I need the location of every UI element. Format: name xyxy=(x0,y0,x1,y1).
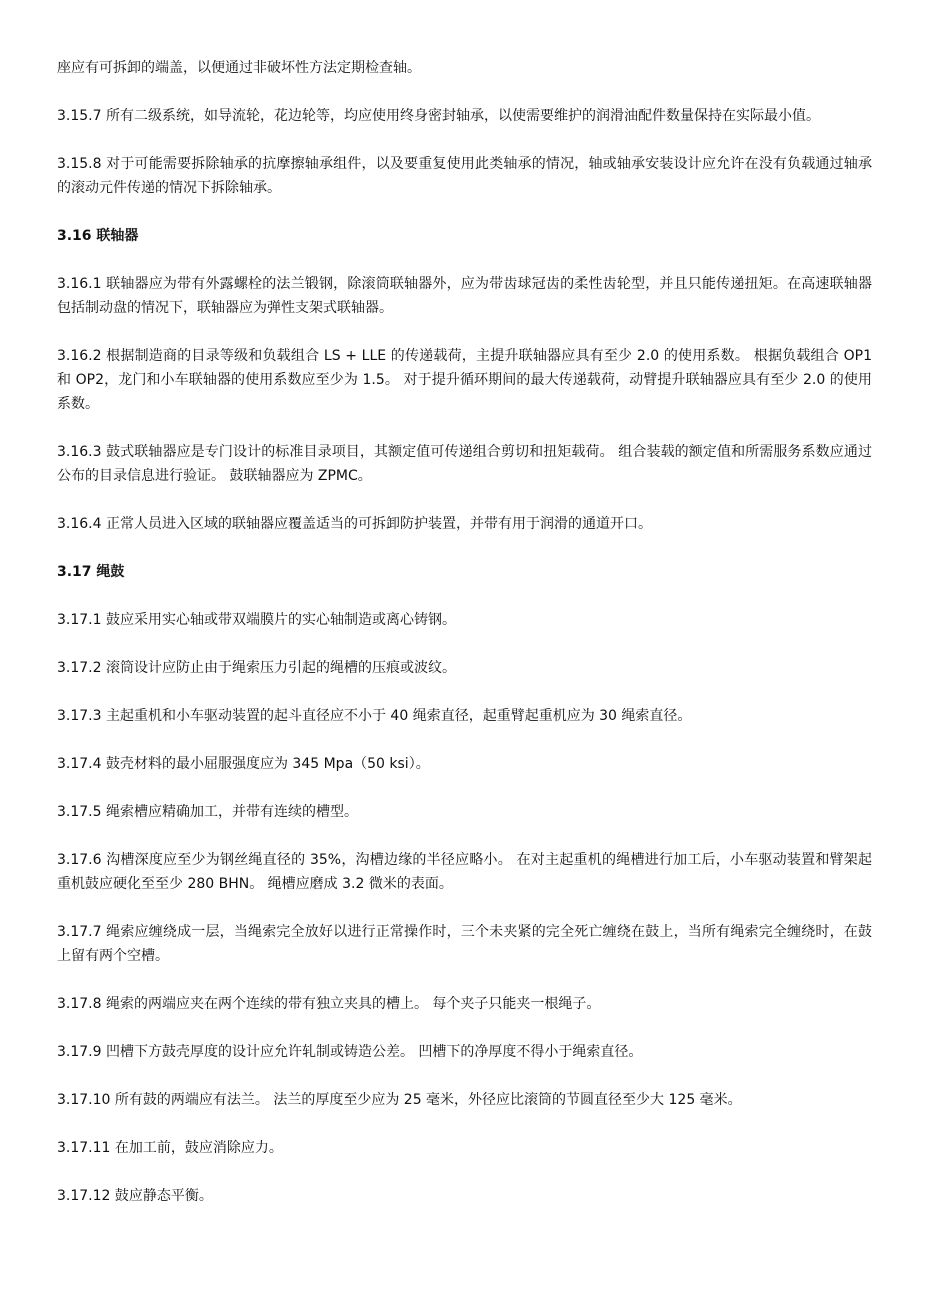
paragraph-3-17-2: 3.17.2 滚筒设计应防止由于绳索压力引起的绳槽的压痕或波纹。 xyxy=(57,660,456,676)
document-page xyxy=(57,56,872,1232)
paragraph-shaft-cover: 座应有可拆卸的端盖，以便通过非破坏性方法定期检查轴。 xyxy=(57,60,421,76)
section-heading-3-17: 3.17 绳鼓 xyxy=(57,564,125,580)
paragraph-3-15-8: 3.15.8 对于可能需要拆除轴承的抗摩擦轴承组件，以及要重复使用此类轴承的情况，轴或轴承安装设计应允许在没有负载通过轴承的滚动元件传递的情况下拆除轴承。 xyxy=(57,156,872,196)
paragraph-3-17-12: 3.17.12 鼓应静态平衡。 xyxy=(57,1188,213,1204)
paragraph-3-17-10: 3.17.10 所有鼓的两端应有法兰。 法兰的厚度至少应为 25 毫米，外径应比滚筒的节圆直径至少大 125 毫米。 xyxy=(57,1092,742,1108)
paragraph-3-17-3: 3.17.3 主起重机和小车驱动装置的起斗直径应不小于 40 绳索直径，起重臂起重机应为 30 绳索直径。 xyxy=(57,708,692,724)
paragraph-3-17-1: 3.17.1 鼓应采用实心轴或带双端膜片的实心轴制造或离心铸钢。 xyxy=(57,612,456,628)
paragraph-3-17-7: 3.17.7 绳索应缠绕成一层，当绳索完全放好以进行正常操作时，三个未夹紧的完全死亡缠绕在鼓上，当所有绳索完全缠绕时，在鼓上留有两个空槽。 xyxy=(57,924,872,964)
paragraph-3-17-4: 3.17.4 鼓壳材料的最小屈服强度应为 345 Mpa（50 ksi）。 xyxy=(57,756,430,772)
section-heading-3-16: 3.16 联轴器 xyxy=(57,228,139,244)
paragraph-3-16-2: 3.16.2 根据制造商的目录等级和负载组合 LS + LLE 的传递载荷，主提升联轴器应具有至少 2.0 的使用系数。 根据负载组合 OP1 和 OP2，龙门和小车联轴器的使用系数应至少为 1.5。 对于提升循环期间的最大传递载荷，动臂提升联轴器应具有至少 2.0 的使用系数。 xyxy=(57,348,872,412)
paragraph-3-17-6: 3.17.6 沟槽深度应至少为钢丝绳直径的 35%，沟槽边缘的半径应略小。 在对主起重机的绳槽进行加工后，小车驱动装置和臂架起重机鼓应硬化至至少 280 BHN。 绳槽应磨成 3.2 微米的表面。 xyxy=(57,852,872,892)
paragraph-3-17-9: 3.17.9 凹槽下方鼓壳厚度的设计应允许轧制或铸造公差。 凹槽下的净厚度不得小于绳索直径。 xyxy=(57,1044,643,1060)
paragraph-3-16-3: 3.16.3 鼓式联轴器应是专门设计的标准目录项目，其额定值可传递组合剪切和扭矩载荷。 组合装载的额定值和所需服务系数应通过公布的目录信息进行验证。 鼓联轴器应为 ZPMC。 xyxy=(57,444,872,484)
paragraph-3-16-4: 3.16.4 正常人员进入区域的联轴器应覆盖适当的可拆卸防护装置，并带有用于润滑的通道开口。 xyxy=(57,516,652,532)
paragraph-3-17-5: 3.17.5 绳索槽应精确加工，并带有连续的槽型。 xyxy=(57,804,358,820)
paragraph-3-16-1: 3.16.1 联轴器应为带有外露螺栓的法兰锻钢，除滚筒联轴器外，应为带齿球冠齿的柔性齿轮型，并且只能传递扭矩。在高速联轴器包括制动盘的情况下，联轴器应为弹性支架式联轴器。 xyxy=(57,276,872,316)
paragraph-3-17-11: 3.17.11 在加工前，鼓应消除应力。 xyxy=(57,1140,283,1156)
paragraph-3-15-7: 3.15.7 所有二级系统，如导流轮，花边轮等，均应使用终身密封轴承，以使需要维护的润滑油配件数量保持在实际最小值。 xyxy=(57,108,820,124)
paragraph-3-17-8: 3.17.8 绳索的两端应夹在两个连续的带有独立夹具的槽上。 每个夹子只能夹一根绳子。 xyxy=(57,996,601,1012)
